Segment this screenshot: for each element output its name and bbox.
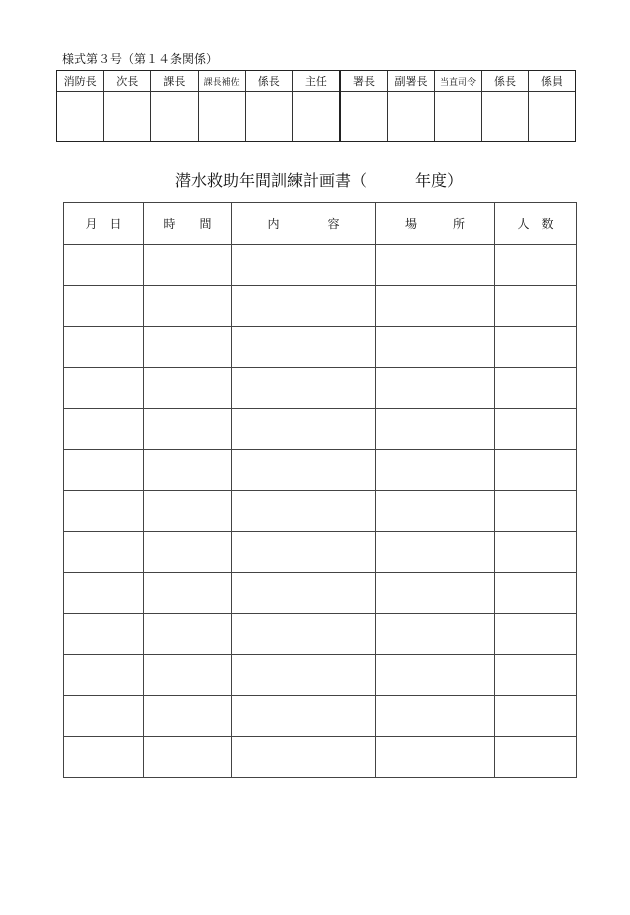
table-cell xyxy=(376,655,495,696)
table-cell xyxy=(376,450,495,491)
approval-column xyxy=(292,71,339,141)
table-cell xyxy=(495,532,577,573)
table-cell xyxy=(495,696,577,737)
table-cell xyxy=(495,245,577,286)
table-cell xyxy=(232,245,376,286)
table-cell xyxy=(376,491,495,532)
approval-group-headquarters xyxy=(57,71,339,141)
table-cell xyxy=(376,573,495,614)
table-cell xyxy=(144,327,232,368)
table-cell xyxy=(144,409,232,450)
approval-title: 主任 xyxy=(293,71,339,92)
approval-title: 係員 xyxy=(529,71,575,92)
table-cell xyxy=(144,532,232,573)
table-header-row xyxy=(64,203,577,245)
table-cell xyxy=(495,327,577,368)
table-row xyxy=(64,655,577,696)
table-cell xyxy=(144,614,232,655)
table-cell xyxy=(376,696,495,737)
approval-stamp-cell xyxy=(199,92,245,141)
approval-group-station xyxy=(339,71,575,141)
table-row xyxy=(64,450,577,491)
approval-stamp-cell xyxy=(435,92,481,141)
table-cell xyxy=(144,655,232,696)
table-cell xyxy=(64,491,144,532)
table-row xyxy=(64,327,577,368)
table-cell xyxy=(64,737,144,778)
table-cell xyxy=(495,368,577,409)
approval-stamp-cell xyxy=(151,92,197,141)
table-cell xyxy=(64,327,144,368)
table-row xyxy=(64,368,577,409)
table-cell xyxy=(64,245,144,286)
table-cell xyxy=(232,573,376,614)
table-cell xyxy=(495,491,577,532)
table-cell xyxy=(144,491,232,532)
table-cell xyxy=(64,532,144,573)
approval-title: 当直司令 xyxy=(435,71,481,92)
table-row xyxy=(64,737,577,778)
table-cell xyxy=(144,245,232,286)
table-cell xyxy=(232,409,376,450)
approval-stamp-box xyxy=(56,70,576,142)
approval-column xyxy=(434,71,481,141)
table-cell xyxy=(232,450,376,491)
table-cell xyxy=(376,245,495,286)
document-title: 潜水救助年間訓練計画書（ 年度） xyxy=(175,171,464,190)
approval-column xyxy=(341,71,387,141)
approval-title: 係長 xyxy=(246,71,292,92)
table-cell xyxy=(232,491,376,532)
table-cell xyxy=(144,450,232,491)
approval-title: 署長 xyxy=(341,71,387,92)
table-cell xyxy=(232,327,376,368)
table-cell xyxy=(495,286,577,327)
table-cell xyxy=(376,532,495,573)
table-cell xyxy=(144,737,232,778)
table-cell xyxy=(495,573,577,614)
table-row xyxy=(64,286,577,327)
table-cell xyxy=(495,450,577,491)
table-cell xyxy=(144,573,232,614)
approval-stamp-cell xyxy=(529,92,575,141)
column-header-time: 時 間 xyxy=(144,203,232,245)
table-cell xyxy=(376,286,495,327)
approval-column xyxy=(198,71,245,141)
table-cell xyxy=(64,655,144,696)
column-header-content: 内 容 xyxy=(232,203,376,245)
table-cell xyxy=(495,655,577,696)
approval-title: 消防長 xyxy=(57,71,103,92)
table-cell xyxy=(232,737,376,778)
table-row xyxy=(64,532,577,573)
form-number: 様式第３号（第１４条関係） xyxy=(62,52,219,66)
table-cell xyxy=(376,368,495,409)
table-cell xyxy=(232,696,376,737)
table-cell xyxy=(64,614,144,655)
table-cell xyxy=(495,614,577,655)
approval-title: 係長 xyxy=(482,71,528,92)
table-row xyxy=(64,491,577,532)
table-cell xyxy=(376,737,495,778)
approval-stamp-cell xyxy=(388,92,434,141)
approval-column xyxy=(150,71,197,141)
approval-title: 課長補佐 xyxy=(199,71,245,92)
approval-stamp-cell xyxy=(482,92,528,141)
table-cell xyxy=(376,614,495,655)
table-cell xyxy=(64,696,144,737)
table-row xyxy=(64,245,577,286)
approval-stamp-cell xyxy=(57,92,103,141)
table-cell xyxy=(144,368,232,409)
table-cell xyxy=(376,409,495,450)
table-row xyxy=(64,696,577,737)
approval-stamp-cell xyxy=(293,92,339,141)
table-row xyxy=(64,409,577,450)
table-cell xyxy=(64,450,144,491)
table-cell xyxy=(64,409,144,450)
table-body xyxy=(64,245,577,778)
table-row xyxy=(64,614,577,655)
column-header-date: 月 日 xyxy=(64,203,144,245)
column-header-place: 場 所 xyxy=(376,203,495,245)
training-plan-table xyxy=(63,202,577,778)
approval-title: 次長 xyxy=(104,71,150,92)
table-cell xyxy=(64,286,144,327)
approval-column xyxy=(103,71,150,141)
approval-column xyxy=(387,71,434,141)
approval-stamp-cell xyxy=(104,92,150,141)
approval-column xyxy=(245,71,292,141)
table-cell xyxy=(144,286,232,327)
approval-title: 副署長 xyxy=(388,71,434,92)
table-cell xyxy=(376,327,495,368)
table-cell xyxy=(232,614,376,655)
approval-stamp-cell xyxy=(246,92,292,141)
column-header-headcount: 人 数 xyxy=(495,203,577,245)
approval-column xyxy=(528,71,575,141)
table-cell xyxy=(232,368,376,409)
table-cell xyxy=(495,737,577,778)
table-cell xyxy=(144,696,232,737)
approval-title: 課長 xyxy=(151,71,197,92)
table-cell xyxy=(64,368,144,409)
table-cell xyxy=(495,409,577,450)
table-row xyxy=(64,573,577,614)
table-cell xyxy=(64,573,144,614)
table-cell xyxy=(232,532,376,573)
table-cell xyxy=(232,655,376,696)
approval-stamp-cell xyxy=(341,92,387,141)
approval-column xyxy=(481,71,528,141)
approval-column xyxy=(57,71,103,141)
table-cell xyxy=(232,286,376,327)
